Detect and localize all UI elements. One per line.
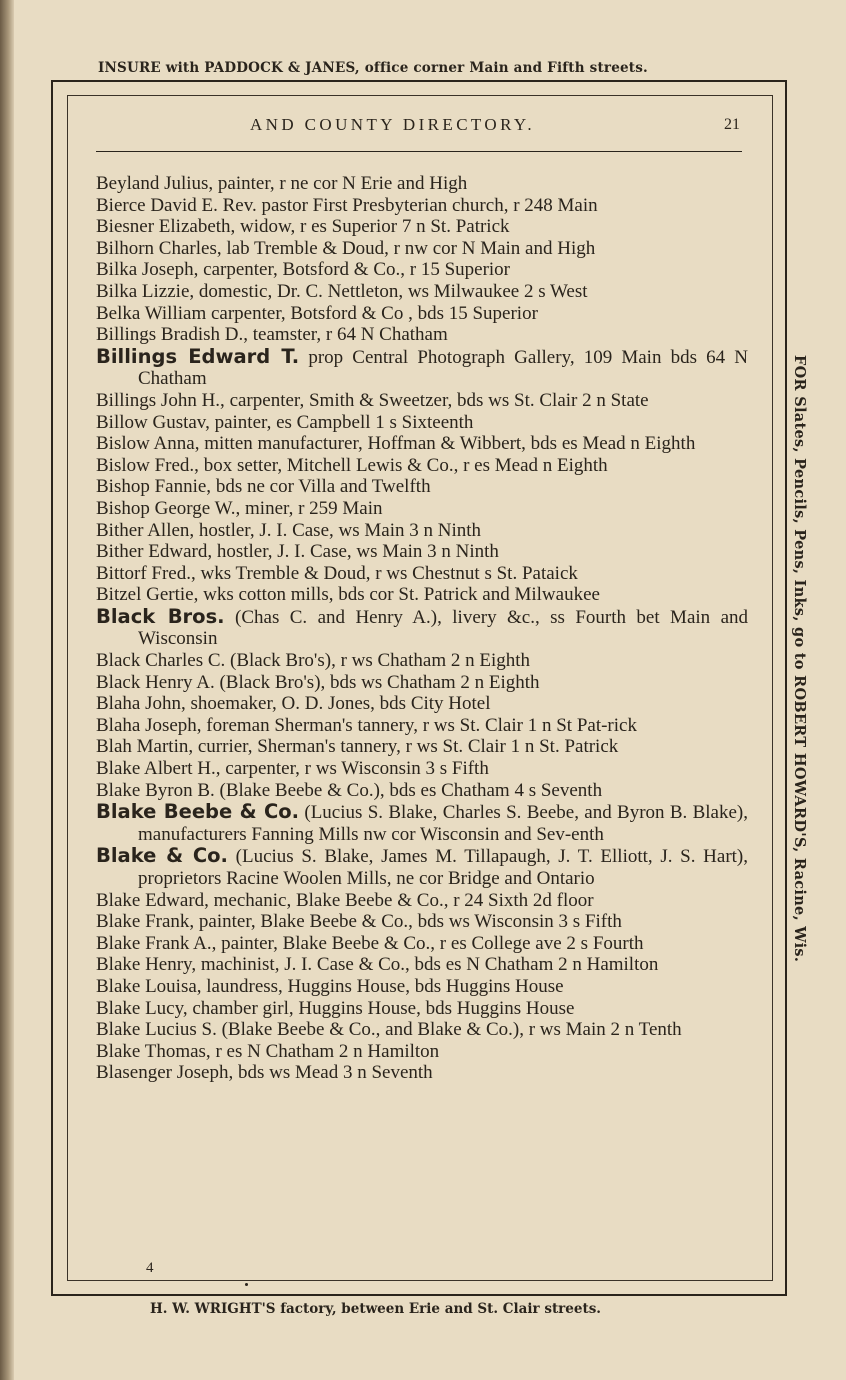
entry-details: carpenter, Botsford & Co., r 15 Superior	[198, 259, 511, 281]
entry-details: (Lucius S. Blake, Charles S. Beebe, and Byron B. Blake), manufacturers Fanning Mills nw cor Wisconsin and Sev-enth	[138, 802, 748, 845]
entry-name: Beyland Julius,	[96, 173, 214, 194]
directory-entries	[96, 173, 748, 1084]
entry-details: r es N Chatham 2 n Hamilton	[210, 1040, 440, 1062]
side-advertisement-column	[790, 355, 820, 1025]
entry-name: Bither Allen,	[96, 519, 195, 541]
directory-entry	[96, 1019, 748, 1041]
entry-name: Blake Edward,	[96, 889, 209, 911]
entry-name: Blake Thomas,	[96, 1040, 211, 1062]
entry-details: (Black Bro's), bds ws Chatham 2 n Eighth	[214, 671, 540, 693]
entry-details: (Blake Beebe & Co.), bds es Chatham 4 s Seventh	[214, 779, 603, 801]
ornament-dot	[245, 1283, 248, 1286]
entry-name: Blake Louisa,	[96, 975, 202, 997]
entry-name: Blasenger Joseph,	[96, 1062, 234, 1084]
directory-entry	[96, 476, 748, 498]
entry-details: lab Tremble & Doud, r nw cor N Main and High	[221, 237, 596, 259]
entry-name: Blah Martin,	[96, 736, 194, 758]
directory-entry	[96, 758, 748, 780]
entry-details: (Lucius S. Blake, James M. Tillapaugh, J. T. Elliott, J. S. Hart), proprietors Racine Woolen Mills, ne cor Bridge and Ontario	[138, 846, 749, 889]
entry-details: painter, Blake Beebe & Co., bds ws Wisconsin 3 s Fifth	[194, 911, 622, 933]
entry-name: Black Charles C.	[96, 650, 226, 672]
directory-entry	[96, 195, 748, 217]
entry-name: Blake Frank,	[96, 911, 195, 933]
entry-details: prop Central Photograph Gallery, 109 Main bds 64 N Chatham	[138, 346, 748, 390]
entry-name: Blaha Joseph,	[96, 714, 202, 736]
entry-name: Blake & Co.	[96, 844, 228, 868]
directory-entry	[96, 933, 748, 955]
directory-entry	[96, 1041, 748, 1063]
directory-entry	[96, 584, 748, 606]
entry-details: mechanic, Blake Beebe & Co., r 24 Sixth 2d floor	[208, 889, 594, 911]
entry-name: Blake Beebe & Co.	[96, 800, 300, 824]
directory-entry	[96, 346, 748, 390]
directory-entry	[96, 672, 748, 694]
directory-entry	[96, 238, 748, 260]
directory-entry	[96, 433, 748, 455]
entry-name: Black Henry A.	[96, 671, 215, 693]
directory-entry	[96, 890, 748, 912]
entry-name: Blake Lucius S.	[96, 1019, 217, 1041]
directory-entry	[96, 911, 748, 933]
top-advertisement: INSURE with PADDOCK & JANES, office corner Main and Fifth streets.	[98, 60, 648, 76]
entry-details: bds ws Mead 3 n Seventh	[233, 1062, 433, 1084]
book-spine-edge	[0, 0, 14, 1380]
directory-entry	[96, 455, 748, 477]
entry-name: Blake Henry,	[96, 954, 197, 976]
running-head: AND COUNTY DIRECTORY.	[250, 115, 536, 134]
directory-entry	[96, 1062, 748, 1084]
entry-details: foreman Sherman's tannery, r ws St. Clair 1 n St Pat-rick	[201, 714, 637, 736]
entry-details: wks cotton mills, bds cor St. Patrick and Milwaukee	[198, 584, 600, 606]
directory-entry	[96, 693, 748, 715]
signature-mark: 4	[146, 1260, 154, 1276]
entry-details: mitten manufacturer, Hoffman & Wibbert, bds es Mead n Eighth	[199, 433, 696, 455]
directory-entry	[96, 715, 748, 737]
entry-name: Blaha John,	[96, 693, 186, 715]
entry-name: Blake Albert H.,	[96, 758, 221, 780]
entry-details: shoemaker, O. D. Jones, bds City Hotel	[185, 693, 491, 715]
directory-entry	[96, 412, 748, 434]
entry-name: Black Bros.	[96, 604, 225, 628]
entry-details: hostler, J. I. Case, ws Main 3 n Ninth	[212, 541, 499, 563]
entry-details: carpenter, Smith & Sweetzer, bds ws St. Clair 2 n State	[224, 389, 649, 411]
entry-details: wks Tremble & Doud, r ws Chestnut s St. Pataick	[195, 562, 578, 584]
directory-entry	[96, 954, 748, 976]
entry-details: domestic, Dr. C. Nettleton, ws Milwaukee 2 s West	[194, 280, 588, 302]
directory-entry	[96, 998, 748, 1020]
entry-name: Bierce David E. Rev.	[96, 194, 257, 216]
entry-details: (Blake Beebe & Co., and Blake & Co.), r ws Main 2 n Tenth	[216, 1019, 682, 1041]
directory-entry	[96, 498, 748, 520]
header-rule	[96, 151, 742, 152]
entry-details: painter, Blake Beebe & Co., r es College ave 2 s Fourth	[216, 932, 644, 954]
entry-name: Bither Edward,	[96, 541, 213, 563]
entry-name: Billings John H.,	[96, 389, 225, 411]
directory-entry	[96, 281, 748, 303]
entry-name: Biesner Elizabeth,	[96, 216, 236, 238]
entry-name: Bilhorn Charles,	[96, 237, 222, 259]
directory-entry	[96, 173, 748, 195]
entry-details: teamster, r 64 N Chatham	[248, 324, 448, 346]
entry-name: Bilka Lizzie,	[96, 280, 195, 302]
entry-name: Blake Byron B.	[96, 779, 215, 801]
entry-details: currier, Sherman's tannery, r ws St. Clair 1 n St. Patrick	[193, 736, 619, 758]
entry-name: Bilka Joseph,	[96, 259, 199, 281]
entry-name: Bislow Anna,	[96, 433, 200, 455]
page-number: 21	[724, 116, 740, 133]
entry-details: carpenter, r ws Wisconsin 3 s Fifth	[220, 758, 489, 780]
entry-details: machinist, J. I. Case & Co., bds es N Chatham 2 n Hamilton	[196, 954, 659, 976]
directory-entry	[96, 303, 748, 325]
directory-entry	[96, 801, 748, 845]
entry-details: painter, r ne cor N Erie and High	[213, 173, 468, 194]
entry-name: Blake Lucy,	[96, 997, 188, 1019]
entry-details: chamber girl, Huggins House, bds Huggins House	[187, 997, 575, 1019]
directory-entry	[96, 216, 748, 238]
entry-details: hostler, J. I. Case, ws Main 3 n Ninth	[194, 519, 482, 541]
entry-details: (Black Bro's), r ws Chatham 2 n Eighth	[225, 650, 531, 672]
directory-entry	[96, 520, 748, 542]
directory-entry	[96, 259, 748, 281]
entry-name: Billings Edward T.	[96, 344, 300, 368]
entry-details: (Chas C. and Henry A.), livery &c., ss Fourth bet Main and Wisconsin	[138, 606, 749, 650]
entry-details: miner, r 259 Main	[240, 497, 383, 519]
entry-details: carpenter, Botsford & Co , bds 15 Superior	[206, 302, 538, 324]
entry-name: Bishop George W.,	[96, 497, 241, 519]
directory-entry	[96, 324, 748, 346]
entry-details: laundress, Huggins House, bds Huggins House	[201, 975, 564, 997]
entry-name: Bittorf Fred.,	[96, 562, 196, 584]
directory-entry	[96, 650, 748, 672]
entry-details: pastor First Presbyterian church, r 248 Main	[256, 194, 598, 216]
entry-name: Bishop Fannie,	[96, 476, 212, 498]
entry-name: Blake Frank A.,	[96, 932, 217, 954]
directory-entry	[96, 541, 748, 563]
entry-details: bds ne cor Villa and Twelfth	[211, 476, 431, 498]
directory-entry	[96, 736, 748, 758]
directory-entry	[96, 845, 748, 889]
directory-entry	[96, 976, 748, 998]
directory-entry	[96, 563, 748, 585]
bottom-advertisement: H. W. WRIGHT'S factory, between Erie and St. Clair streets.	[150, 1301, 602, 1317]
side-advertisement: FOR Slates, Pencils, Pens, Inks, go to ROBERT HOWARD'S, Racine, Wis.	[791, 355, 808, 963]
entry-details: widow, r es Superior 7 n St. Patrick	[235, 216, 510, 238]
entry-details: painter, es Campbell 1 s Sixteenth	[209, 411, 474, 433]
directory-entry	[96, 780, 748, 802]
entry-name: Billings Bradish D.,	[96, 324, 249, 346]
directory-entry	[96, 390, 748, 412]
directory-entry	[96, 606, 748, 650]
entry-name: Belka William	[96, 302, 207, 324]
entry-details: box setter, Mitchell Lewis & Co., r es Mead n Eighth	[198, 454, 608, 476]
entry-name: Billow Gustav,	[96, 411, 210, 433]
entry-name: Bitzel Gertie,	[96, 584, 199, 606]
entry-name: Bislow Fred.,	[96, 454, 199, 476]
